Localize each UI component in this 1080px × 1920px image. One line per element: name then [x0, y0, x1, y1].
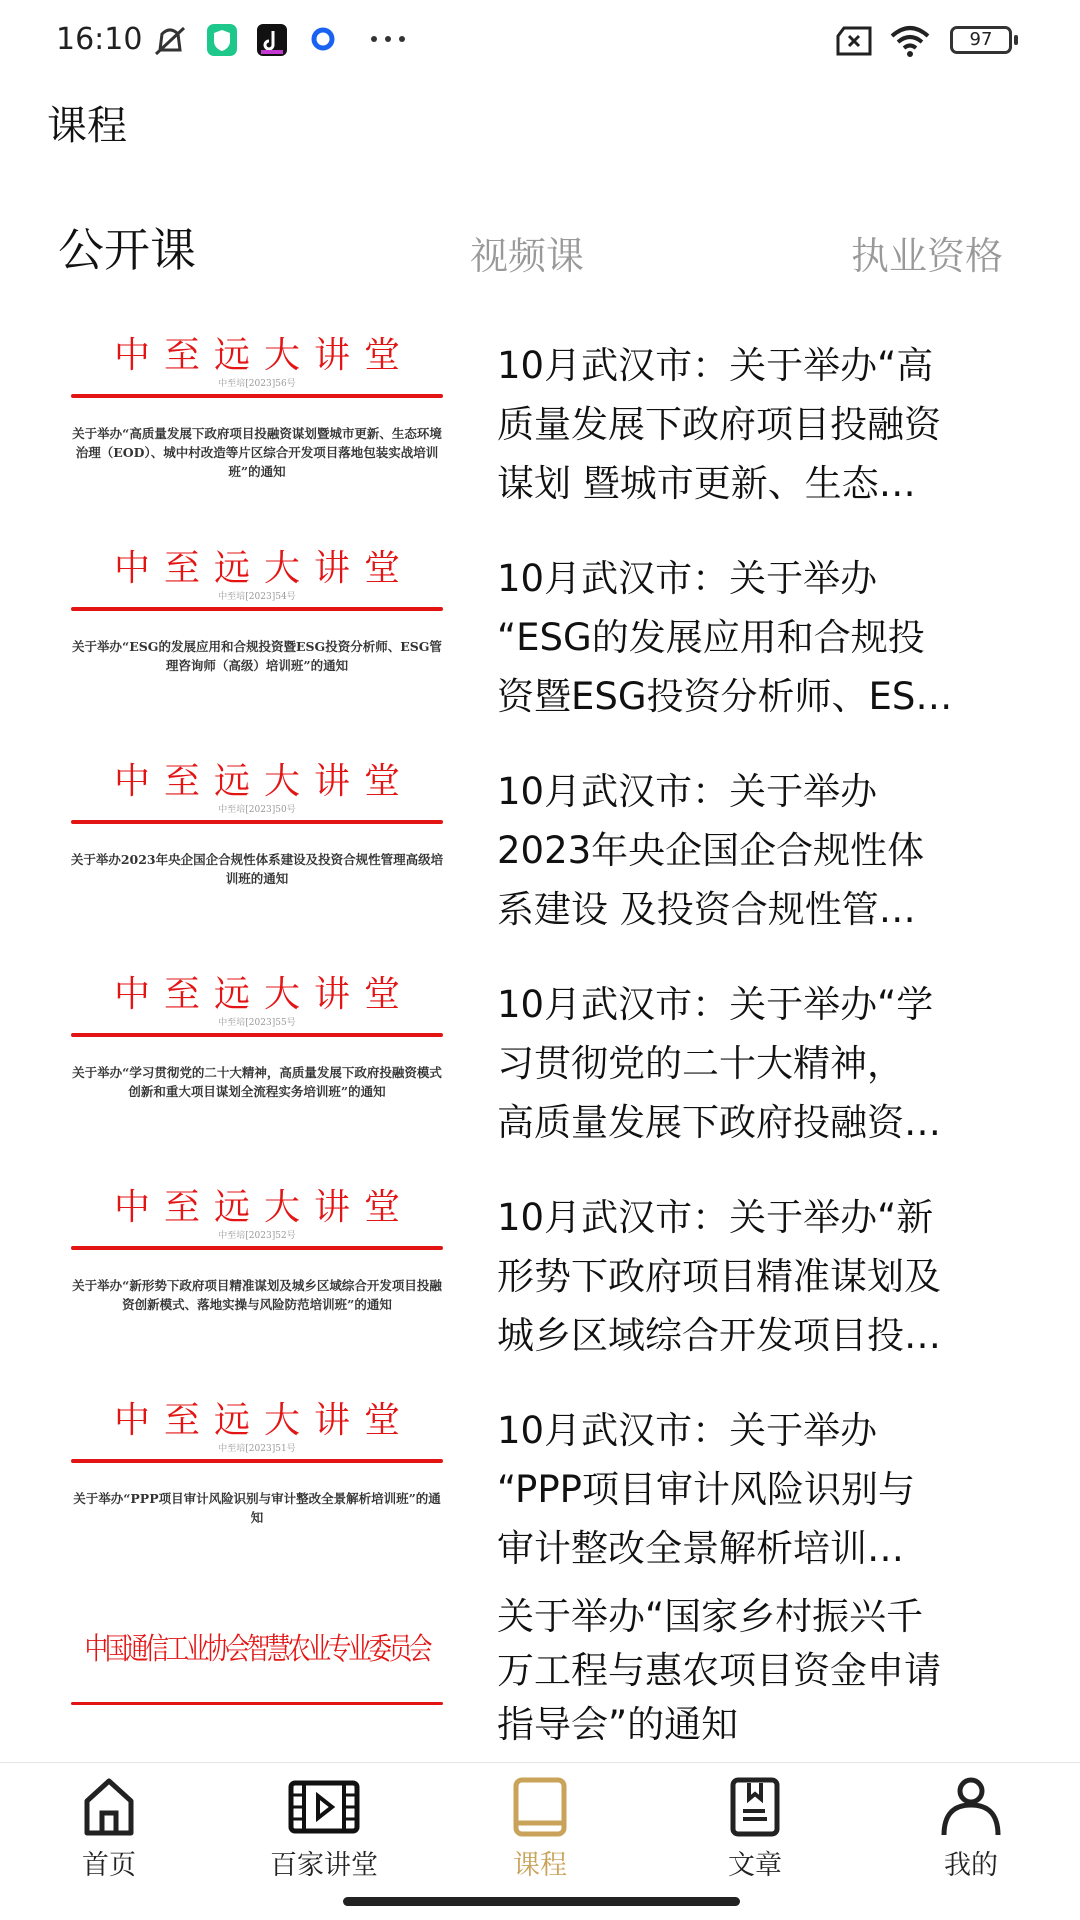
thumbnail-doc-number: 中至培[2023]52号 — [218, 1231, 296, 1241]
thumbnail-heading: 中至远大讲堂 — [113, 1400, 414, 1441]
course-title-line: 2023年央企国企合规性体 — [497, 829, 925, 872]
more-icon — [368, 24, 408, 54]
status-bar — [0, 18, 1080, 62]
tab-video-course[interactable]: 视频课 — [470, 234, 585, 278]
thumbnail-body: 关于举办“学习贯彻党的二十大精神，高质量发展下政府投融资模式创新和重大项目谋划全流程实务培训班”的通知 — [72, 1065, 442, 1099]
nav-courses[interactable] — [460, 1777, 620, 1882]
course-title-line: 习贯彻党的二十大精神， — [497, 1042, 904, 1085]
mute-icon — [150, 24, 190, 58]
person-icon — [939, 1777, 1003, 1837]
course-thumbnail — [57, 754, 457, 956]
course-title-line: 系建设 及投资合规性管… — [497, 888, 916, 931]
course-title[interactable] — [497, 549, 1037, 726]
thumbnail-body: 关于举办“ESG的发展应用和合规投资暨ESG投资分析师、ESG管理咨询师（高级）培训班”的通知 — [72, 639, 442, 673]
thumbnail-heading: 中至远大讲堂 — [113, 761, 414, 802]
thumbnail-doc-number: 中至培[2023]56号 — [218, 379, 296, 389]
course-title-line: 质量发展下政府项目投融资 — [497, 403, 941, 446]
sim-x-icon — [834, 24, 874, 58]
course-title[interactable] — [497, 1401, 1037, 1578]
book-icon — [510, 1777, 570, 1837]
course-title-line: 万工程与惠农项目资金申请 — [497, 1649, 941, 1692]
wifi-icon — [888, 24, 932, 58]
course-title[interactable] — [497, 762, 1037, 939]
thumbnail-heading: 中国通信工业协会智慧农业专业委员会 — [84, 1633, 430, 1666]
thumbnail-doc-number: 中至培[2023]54号 — [218, 592, 296, 602]
battery-level: 97 — [969, 29, 993, 50]
course-title-line: 10月武汉市：关于举办“高 — [497, 344, 934, 387]
thumbnail-doc-number: 中至培[2023]51号 — [218, 1444, 296, 1454]
nav-label: 首页 — [82, 1850, 136, 1881]
course-title[interactable] — [497, 336, 1037, 513]
thumbnail-body: 关于举办“PPP项目审计风险识别与审计整改全景解析培训班”的通知 — [73, 1491, 441, 1525]
course-item[interactable] — [0, 1180, 1080, 1393]
course-title-line: 审计整改全景解析培训… — [497, 1527, 904, 1570]
course-title-line: 10月武汉市：关于举办 — [497, 1409, 878, 1452]
battery-icon — [950, 26, 1012, 54]
nav-profile[interactable] — [891, 1777, 1051, 1882]
course-title-line: 高质量发展下政府投融资… — [497, 1101, 941, 1144]
course-title-line: 指导会”的通知 — [497, 1703, 739, 1746]
thumbnail-divider — [71, 1459, 443, 1463]
nav-label: 我的 — [944, 1850, 998, 1881]
thumbnail-divider — [71, 820, 443, 824]
course-thumbnail — [57, 541, 457, 743]
course-title[interactable] — [497, 975, 1037, 1152]
battery-tip — [1014, 35, 1018, 45]
course-title-line: 10月武汉市：关于举办 — [497, 770, 878, 813]
nav-label: 课程 — [513, 1850, 567, 1881]
thumbnail-divider — [71, 1702, 443, 1705]
course-item[interactable] — [0, 754, 1080, 967]
browser-icon — [310, 24, 336, 54]
thumbnail-doc-number: 中至培[2023]50号 — [218, 805, 296, 815]
home-icon — [79, 1777, 139, 1837]
thumbnail-divider — [71, 1246, 443, 1250]
thumbnail-heading: 中至远大讲堂 — [113, 1187, 414, 1228]
tab-certification[interactable]: 执业资格 — [851, 234, 1004, 278]
course-thumbnail — [57, 328, 457, 530]
course-title-line: 关于举办“国家乡村振兴千 — [497, 1595, 924, 1638]
course-title-line: 形势下政府项目精准谋划及 — [497, 1255, 941, 1298]
course-item[interactable] — [0, 541, 1080, 754]
status-time: 16:10 — [56, 22, 143, 57]
film-icon — [288, 1777, 360, 1837]
article-icon — [725, 1777, 785, 1837]
home-indicator[interactable] — [343, 1897, 740, 1906]
thumbnail-heading: 中至远大讲堂 — [113, 335, 414, 376]
nav-articles[interactable] — [675, 1777, 835, 1882]
course-title[interactable] — [497, 1188, 1037, 1365]
course-title-line: 城乡区域综合开发项目投… — [497, 1314, 941, 1357]
thumbnail-heading: 中至远大讲堂 — [113, 974, 414, 1015]
nav-label: 文章 — [728, 1850, 782, 1881]
thumbnail-body: 关于举办“新形势下政府项目精准谋划及城乡区域综合开发项目投融资创新模式、落地实操与风险防范培训班”的通知 — [72, 1278, 442, 1312]
thumbnail-body: 关于举办“高质量发展下政府项目投融资谋划暨城市更新、生态环境治理（EOD）、城中村改造等片区综合开发项目落地包装实战培训班”的通知 — [72, 426, 442, 479]
course-title[interactable] — [497, 1590, 1037, 1752]
course-title-line: “ESG的发展应用和合规投 — [497, 616, 925, 659]
course-title-line: 10月武汉市：关于举办“学 — [497, 983, 934, 1026]
tiktok-icon — [257, 24, 287, 56]
course-title-line: 谋划 暨城市更新、生态… — [497, 462, 916, 505]
nav-lecture-hall[interactable] — [244, 1777, 404, 1882]
course-item[interactable] — [0, 1393, 1080, 1606]
thumbnail-divider — [71, 1033, 443, 1037]
course-item[interactable] — [0, 328, 1080, 541]
thumbnail-divider — [71, 607, 443, 611]
course-thumbnail — [57, 967, 457, 1169]
thumbnail-doc-number: 中至培[2023]55号 — [218, 1018, 296, 1028]
course-title-line: “PPP项目审计风险识别与 — [497, 1468, 915, 1511]
nav-label: 百家讲堂 — [270, 1850, 378, 1881]
course-title-line: 资暨ESG投资分析师、ES… — [497, 675, 953, 718]
course-title-line: 10月武汉市：关于举办 — [497, 557, 878, 600]
thumbnail-divider — [71, 394, 443, 398]
shield-app-icon — [207, 24, 237, 56]
thumbnail-heading: 中至远大讲堂 — [113, 548, 414, 589]
course-thumbnail — [57, 1393, 457, 1595]
tab-open-course[interactable]: 公开课 — [58, 223, 196, 277]
course-thumbnail — [57, 1180, 457, 1382]
nav-home[interactable] — [29, 1777, 189, 1882]
page-title: 课程 — [47, 103, 127, 149]
thumbnail-body: 关于举办2023年央企国企合规性体系建设及投资合规性管理高级培训班的通知 — [70, 852, 444, 886]
course-item[interactable] — [0, 967, 1080, 1180]
course-title-line: 10月武汉市：关于举办“新 — [497, 1196, 934, 1239]
